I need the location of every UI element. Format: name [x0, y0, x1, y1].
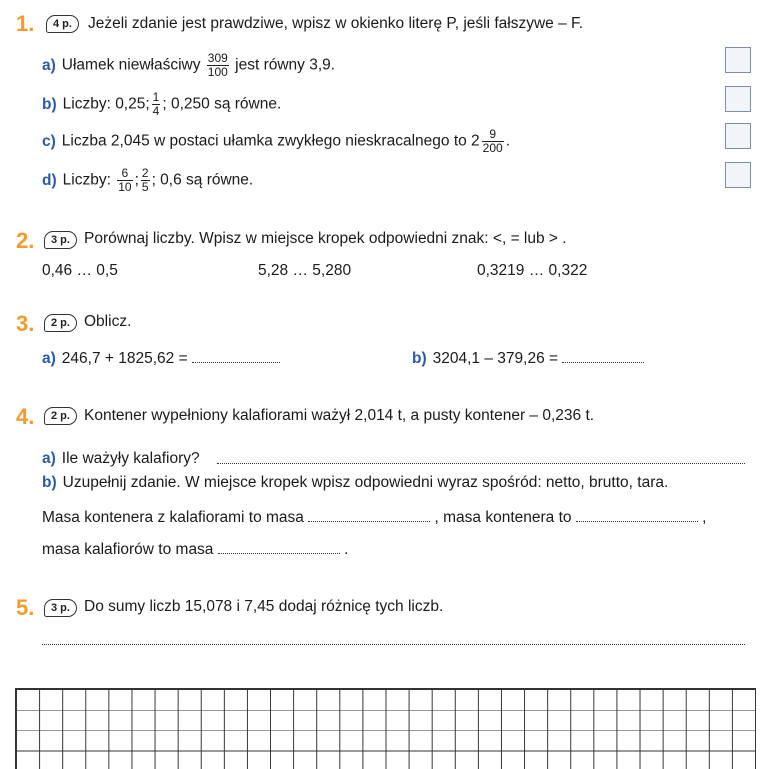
squared-grid[interactable] [15, 688, 756, 769]
task3-points-badge: 2 p. [44, 313, 77, 332]
task1-item-a: a) Ułamek niewłaściwy $\frac{309}{100}$ jest równy 3,9. [42, 51, 336, 79]
task4-instruction: Kontener wypełniony kalafiorami ważył 2,014 t, a pusty kontener – 0,236 t. [84, 407, 595, 424]
task2-instruction: Porównaj liczby. Wpisz w miejsce kropek odpowiedni znak: <, = lub > . [84, 230, 567, 247]
task4-item-a: a) Ile ważyły kalafiory? [42, 450, 200, 467]
compare-item-2: 5,28 … 5,280 [258, 262, 352, 279]
task2-points-badge: 3 p. [44, 230, 77, 249]
task4-item-b: b) Uzupełnij zdanie. W miejsce kropek wpisz odpowiedni wyraz spośród: netto, brutto, tara. [42, 474, 669, 491]
task4-points-badge: 2 p. [44, 406, 77, 425]
answer-line[interactable] [192, 350, 280, 363]
task4-fill-line-1: Masa kontenera z kalafiorami to masa , masa kontenera to , [42, 509, 707, 526]
task1-item-d: d) Liczby: $\frac{6}{10}$ ; $\frac{2}{5}$ ; 0,6 są równe. [42, 166, 254, 194]
compare-item-3: 0,3219 … 0,322 [477, 262, 588, 279]
answer-box-b[interactable] [725, 86, 751, 112]
fraction: $\frac{309}{100}$ [207, 51, 228, 79]
task2-number: 2. [16, 228, 35, 253]
answer-box-a[interactable] [725, 47, 751, 73]
task4-number: 4. [16, 404, 35, 429]
task5-points-badge: 3 p. [44, 598, 77, 617]
fraction: $\frac{1}{4}$ [152, 90, 160, 118]
compare-item-1: 0,46 … 0,5 [42, 262, 118, 279]
blank-netto[interactable] [218, 541, 340, 554]
answer-box-c[interactable] [725, 123, 751, 149]
task1-item-c: c) Liczba 2,045 w postaci ułamka zwykłego nieskracalnego to 2 $\frac{9}{200}$ . [42, 127, 511, 155]
answer-line[interactable] [217, 451, 745, 464]
task5-instruction: Do sumy liczb 15,078 i 7,45 dodaj różnicę tych liczb. [84, 598, 444, 615]
task1-points-badge: 4 p. [46, 14, 79, 33]
task4-fill-line-2: masa kalafiorów to masa . [42, 541, 349, 558]
fraction: $\frac{2}{5}$ [141, 166, 149, 194]
fraction: $\frac{6}{10}$ [118, 166, 132, 194]
blank-tara[interactable] [576, 509, 698, 522]
task3-number: 3. [16, 311, 35, 336]
answer-line[interactable] [562, 350, 644, 363]
task1-number: 1. [16, 11, 35, 36]
answer-line[interactable] [42, 632, 745, 645]
task5-number: 5. [16, 595, 35, 620]
task1-item-b: b) Liczby: 0,25; $\frac{1}{4}$ ; 0,250 są równe. [42, 90, 282, 118]
task3-instruction: Oblicz. [84, 313, 132, 330]
answer-box-d[interactable] [725, 162, 751, 188]
task1-instruction: Jeżeli zdanie jest prawdziwe, wpisz w okienko literę P, jeśli fałszywe – F. [88, 15, 584, 32]
task3-item-b: b) 3204,1 – 379,26 = [412, 350, 644, 368]
blank-brutto[interactable] [308, 509, 430, 522]
fraction: $\frac{9}{200}$ [482, 127, 503, 155]
task3-item-a: a) 246,7 + 1825,62 = [42, 350, 280, 368]
